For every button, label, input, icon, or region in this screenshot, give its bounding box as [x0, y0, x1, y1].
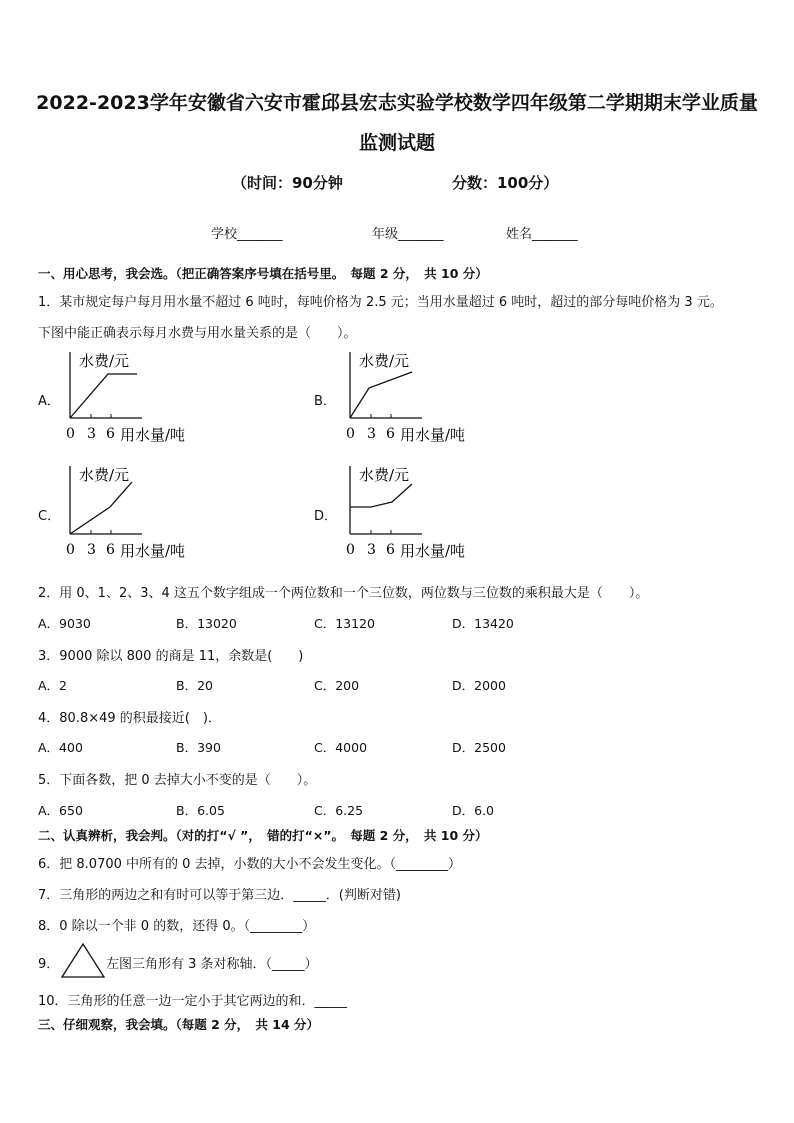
q3-text: 3．9000 除以 800 的商是 11，余数是( ): [38, 649, 304, 664]
title-line-1: 2022-2023学年安徽省六安市霍邱县宏志实验学校数学四年级第二学期期末学业质量: [36, 92, 758, 114]
graph-c-ylabel: 水费/元: [79, 466, 130, 484]
score-label: 分数：100分）: [452, 174, 559, 192]
section-2-heading: 二、认真辨析，我会判。（对的打“√ ”， 错的打“×”。 每题 2 分， 共 10 分）: [38, 828, 488, 843]
q4-text: 4．80.8×49 的积最接近( )．: [38, 711, 221, 726]
graph-b-xlabel: 用水量/吨: [400, 426, 466, 444]
q2-option-d[interactable]: D．13420: [452, 616, 514, 631]
graph-d-tick-6: 6: [386, 542, 395, 558]
graph-d-xlabel: 用水量/吨: [400, 542, 466, 560]
q1-option-a[interactable]: A．: [38, 394, 60, 409]
q2-option-c[interactable]: C．13120: [314, 616, 375, 631]
graph-b-tick-3: 3: [367, 426, 376, 442]
q1-option-d[interactable]: D．: [314, 509, 338, 524]
graph-c-tick-3: 3: [87, 542, 96, 558]
q9-text: 左图三角形有 3 条对称轴．（_____）: [106, 957, 318, 972]
graph-a-xlabel: 用水量/吨: [120, 426, 186, 444]
graph-a-tick-3: 3: [87, 426, 96, 442]
graph-d[interactable]: [340, 462, 490, 558]
graph-a-tick-0: 0: [66, 426, 75, 442]
q4-option-a[interactable]: A．400: [38, 740, 83, 755]
q9-number: 9．: [38, 957, 60, 972]
q4-option-d[interactable]: D．2500: [452, 740, 506, 755]
title-line-2: 监测试题: [358, 132, 435, 154]
q10-text: 10．三角形的任意一边一定小于其它两边的和．_____: [38, 994, 348, 1009]
q1-line-2: 下图中能正确表示每月水费与用水量关系的是（ ）。: [38, 326, 357, 341]
section-1-heading: 一、用心思考，我会选。（把正确答案序号填在括号里。 每题 2 分， 共 10 分）: [38, 266, 488, 281]
graph-d-ylabel: 水费/元: [359, 466, 410, 484]
q6-text: 6．把 8.0700 中所有的 0 去掉，小数的大小不会发生变化。（________）: [38, 857, 462, 872]
q5-option-b[interactable]: B．6.05: [176, 803, 225, 818]
school-field[interactable]: 学校_______: [211, 227, 283, 242]
q3-option-a[interactable]: A．2: [38, 678, 68, 693]
q1-option-b[interactable]: B．: [314, 394, 336, 409]
graph-b-tick-6: 6: [386, 426, 395, 442]
graph-a-ylabel: 水费/元: [79, 352, 130, 370]
q4-option-b[interactable]: B．390: [176, 740, 221, 755]
q2-option-a[interactable]: A．9030: [38, 616, 91, 631]
q7-text: 7．三角形的两边之和有时可以等于第三边．_____．(判断对错): [38, 888, 401, 903]
q1-line-1: 1．某市规定每户每月用水量不超过 6 吨时，每吨价格为 2.5 元；当用水量超过 6 吨时，超过的部分每吨价格为 3 元。: [38, 295, 723, 310]
graph-c[interactable]: [60, 462, 210, 558]
q3-option-d[interactable]: D．2000: [452, 678, 506, 693]
q2-text: 2．用 0、1、2、3、4 这五个数字组成一个两位数和一个三位数，两位数与三位数的乘积最大是（ ）。: [38, 586, 649, 601]
graph-b-ylabel: 水费/元: [359, 352, 410, 370]
graph-c-xlabel: 用水量/吨: [120, 542, 186, 560]
q8-text: 8．0 除以一个非 0 的数，还得 0。（________）: [38, 919, 316, 934]
time-label: （时间：90分钟: [232, 174, 343, 192]
section-3-heading: 三、仔细观察，我会填。（每题 2 分， 共 14 分）: [38, 1017, 320, 1032]
graph-b[interactable]: [340, 348, 490, 444]
q5-option-c[interactable]: C．6.25: [314, 803, 364, 818]
name-field[interactable]: 姓名_______: [506, 227, 578, 242]
graph-d-tick-3: 3: [367, 542, 376, 558]
triangle-figure: [60, 942, 106, 980]
graph-c-tick-6: 6: [106, 542, 115, 558]
graph-c-tick-0: 0: [66, 542, 75, 558]
q3-option-b[interactable]: B．20: [176, 678, 213, 693]
grade-field[interactable]: 年级_______: [372, 227, 444, 242]
q2-option-b[interactable]: B．13020: [176, 616, 237, 631]
graph-d-tick-0: 0: [346, 542, 355, 558]
q4-option-c[interactable]: C．4000: [314, 740, 368, 755]
q1-option-c[interactable]: C．: [38, 509, 61, 524]
graph-a[interactable]: [60, 348, 210, 444]
q5-option-d[interactable]: D．6.0: [452, 803, 495, 818]
graph-b-tick-0: 0: [346, 426, 355, 442]
graph-a-tick-6: 6: [106, 426, 115, 442]
q5-text: 5．下面各数，把 0 去掉大小不变的是（ ）。: [38, 773, 317, 788]
q5-option-a[interactable]: A．650: [38, 803, 83, 818]
q3-option-c[interactable]: C．200: [314, 678, 360, 693]
